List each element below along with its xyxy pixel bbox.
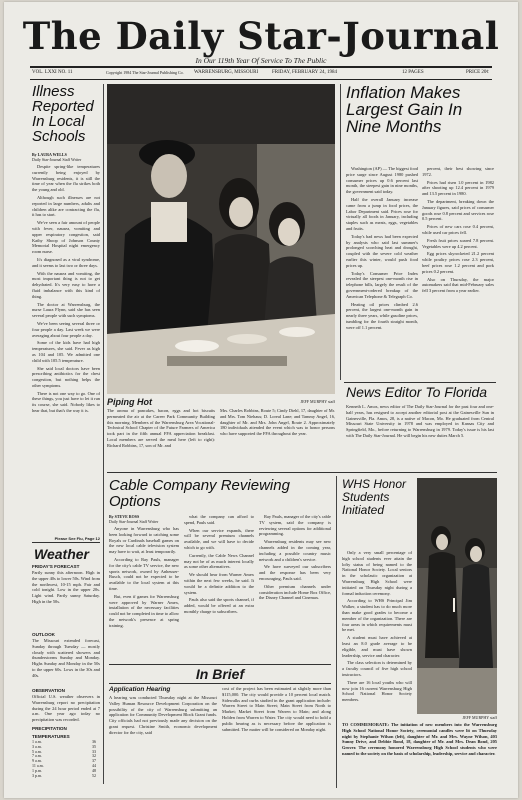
cable-paragraph: When our service expands, there will be several premium channels available, and we will have to decide which to go with. (184, 527, 254, 550)
cable-col-3 (259, 514, 331, 658)
photo-illustration (107, 84, 335, 394)
masthead-title: The Daily Star-Journal (22, 14, 500, 58)
temp-time: 11 a.m. (32, 762, 44, 768)
cable-paragraph: We should hear from Warner Amex within the next few weeks, he said. It would be a definite addition to the system. (184, 572, 254, 595)
brief-rule (109, 683, 331, 684)
whs-paragraph: According to WHS Principal Jim Walker, a student has to do much more than make good grades to become a member of the organization. There are four areas in which requirements must be met. (342, 598, 412, 633)
cable-paragraph: what the company can afford to spend, Pauls said. (184, 514, 254, 525)
temp-value: 48 (92, 767, 96, 773)
inflation-paragraph: Today's Consumer Price Index revealed the steepest one-month rise in telephone bills, largely the result of the government-ordered breakup of the American Telephone & Telegraph Co. (346, 270, 418, 299)
cable-paragraph: According to Ray Pauls, manager for the city's cable TV service, the new sports network, owned by Anheuser-Busch, could not be expected to be available to the local system at this time. (109, 556, 179, 591)
whs-body (342, 550, 412, 710)
cable-paragraph: But, even if games for Warrensburg were approved by Warner Amex, installation of the necessary facilities could not be completed in time to allow the network's presence at spring training. (109, 593, 179, 628)
forecast-text: Partly sunny this afternoon. High in the upper 40s to lower 50s. Wind from the northwest, 10-15 mph. Fair and cold tonight. Low in the upper 20s. Light wind. Partly sunny Saturday. High in the 50s. (32, 570, 100, 604)
section-rule (107, 472, 497, 473)
illness-paragraph: The doctor at Warrensburg, the nurse Laura Flynn, said she has seen several people with such symptoms. (32, 301, 100, 319)
brief-item-left: A hearing was conducted Thursday night at the Missouri Valley Human Resource Development Corporation on the possibility of the city of Warrensburg submitting an application for Community Development Block Grant funds. City officials had not previously made any decision on the grant request. Christine Smith, economic development director for the city, said (109, 695, 217, 735)
whs-paragraph: Only a very small percentage of high school students ever attain the lofty status of being named to the National Honor Society. Local seniors in the scholastic organization at Warrensburg High School were initiated on Thursday night during a formal induction ceremony. (342, 550, 412, 596)
brief-item-right: cost of the project has been estimated at slightly more than $115,000. The city would provide a 10 percent local match. Sidewalks and curbs studied in the grant application include: Warren Street to Main Street; Main Street from North to Market; Market Street from Warren to Main; and along Holden from Warren to Water. The city would need to hold a public hearing as is necessary before the application is submitted. The matter will be considered on Monday night. (222, 686, 331, 732)
observation-heading: OBSERVATION (32, 688, 65, 693)
inflation-headline: Inflation Makes Largest Gain In Nine Months (346, 83, 463, 136)
page-count: 12 PAGES (402, 70, 424, 75)
inflation-paragraph: Washington (AP) — The biggest food price surge since August 1980 pushed consumer prices up 0.6 percent last month, the steepest gain in nine months, the government said today. (346, 166, 418, 195)
temp-time: 1 p.m. (32, 767, 43, 773)
cable-paragraph: Anyone in Warrensburg who has been looking forward to catching some Royals or Cardinals baseball games on the new local cable television system may have to wait, at least temporarily. (109, 526, 179, 555)
copyright-line: Copyright 1984 The Star-Journal Publishing Co. (106, 70, 184, 75)
illness-paragraph: We've seen a fair amount of people with fever, nausea, vomiting and upper respiratory congestion, said Kathy Shoop of Johnson County Memorial Hospital night emergency room nurse. (32, 220, 100, 255)
cable-paragraph: Currently, the Cable News Channel may not be of as much interest locally as some other alternatives. (184, 552, 254, 570)
dateline-date: FRIDAY, FEBRUARY 24, 1984 (272, 70, 337, 75)
illness-paragraph: We've been seeing several three or four people a day. Last week we were averaging about four people a day. (32, 320, 100, 338)
column-divider (103, 84, 104, 784)
illness-paragraph: She said local doctors have been prescribing antibiotics for the chest congestion, but nothing helps the other symptoms. (32, 365, 100, 388)
editor-body: Kenneth L. Amos, news editor of The Daily Star-Journal for the past four and one-half years, has resigned to accept another editorial post at the Gainesville Sun in Gainesville, Fla. Amos, 28, is a native of Macon, Mo. He graduated from Central Missouri State University in 1978 and was employed in Kansas City and Springfield, Mo., before returning to Warrensburg in 1979. Today's issue is his last with The Daily Star-Journal. He will begin his new duties March 5. (346, 404, 494, 438)
temp-value: 33 (92, 748, 96, 754)
temp-value: 35 (92, 743, 96, 749)
inflation-paragraph: Prices of new cars rose 0.4 percent, while used car prices fell. (422, 224, 494, 235)
inflation-paragraph: The department, breaking down the January figures, said prices of consumer goods rose 0.8 percent and services rose 0.5 percent. (422, 198, 494, 222)
cable-headline: Cable Company Reviewing Options (109, 477, 290, 510)
piping-photo-credit: JEFF MURPHY staff (300, 399, 335, 404)
illness-continued: Please See Flu, Page 12 (54, 536, 100, 541)
dateline-city: WARRENSBURG, MISSOURI (194, 70, 259, 75)
temp-time: 1 a.m. (32, 739, 42, 744)
editor-rule (344, 382, 496, 383)
brief-rule (109, 664, 331, 665)
illness-body (32, 164, 100, 534)
piping-caption-left: The aroma of pancakes, bacon, eggs and hot biscuits permeated the air at the Career Park Community Building this morning. Members of the Warrensburg Area Vocational-Technical School Chapter of the Future Farmers of America took part in the fifth annual FFA appreciation breakfast. Local members are served the meal here (left to right): Richard Robbins, 17, son of Mr. and (107, 408, 215, 448)
weather-rule (32, 542, 100, 543)
observation-text: Official U.S. weather observers in Warrensburg report no precipitation during the 24 hour period ended at 7 a.m. One year ago today no precipitation was recorded. (32, 694, 100, 723)
outlook-text: The Missouri extended forecast, Sunday through Tuesday — mostly cloudy with scattered showers and thunderstorms Sunday and Monday. Highs Sunday and Monday in the 50s to the upper 60s. Lows in the 30s and 40s. (32, 638, 100, 678)
temp-value: 32 (92, 753, 96, 759)
ffa-breakfast-photo (107, 84, 335, 394)
in-brief-title: In Brief (195, 666, 245, 682)
price: PRICE 20¢ (466, 70, 489, 75)
temp-time: 3 p.m. (32, 772, 43, 778)
weather-title: Weather (34, 546, 89, 562)
whs-paragraph: A student must have achieved at least an 8.0 grade average to be eligible, and must have shown leadership, service and character. (342, 635, 412, 658)
illness-paragraph: With the nausea and vomiting, the most important thing is not to get dehydrated. It's very easy to have a fluid imbalance with this kind of thing. (32, 270, 100, 299)
cable-paragraph: Ray Pauls, manager of the city's cable TV system, said the company is reviewing several options for additional programming. (259, 514, 331, 537)
masthead-motto: In Our 119th Year Of Service To The Public (195, 56, 327, 65)
temp-value: 36 (92, 739, 96, 744)
outlook-heading: OUTLOOK (32, 632, 55, 637)
inflation-paragraph: Prices had risen 1.0 percent in 1982 after shooting up 12.4 percent in 1979 and 13.5 percent in 1980. (422, 179, 494, 197)
precipitation-heading: PRECIPITATION (32, 726, 67, 731)
whs-paragraph: There are 16 local youths who will now join 16 current Warrensburg High School National Honor Society members. (342, 679, 412, 703)
whs-photo-credit: JEFF MURPHY staff (462, 715, 497, 720)
temp-value: 44 (92, 762, 96, 768)
piping-caption-right: Mrs. Charles Robbins, Route 5; Cindy Diehl, 17, daughter of Mr. and Mrs. Tom Niehaus; D. Loreal Lane; and Tammy Angel, 16, daughter of Mr. and Mrs. John Angel, Route 2. Approximately 180 individuals attended the event which was to honor persons who have supported the FFA throughout the year. (220, 408, 335, 437)
whs-headline: WHS Honor Students Initiated (342, 477, 407, 517)
temp-time: 7 a.m. (32, 753, 42, 759)
illness-paragraph: Despite spring-like temperatures currently being enjoyed by Warrensburg residents, it is still the time of year when the flu strikes both the young and old. (32, 164, 100, 193)
temp-time: 5 a.m. (32, 748, 42, 754)
forecast-heading: FRIDAY'S FORECAST (32, 564, 80, 569)
piping-hot-title: Piping Hot (107, 397, 152, 407)
temperatures-table (32, 740, 96, 778)
whs-photo-caption: TO COMMEMORATE: The initiation of new members into the Warrensburg High School National Honor Society, ceremonial candles were lit on Thursday night by Stephanie Wilson (left), daughter of Mr. and Mrs. Wayne Wilson, 403 Sunny Drive, and Debbie Bond, 18, daughter of Mr. and Mrs. Dean Bond, 205 Grover. The ceremony honored Warrensburg High School students who were named to the society on the basis of scholarship, leadership, service and character. (342, 722, 497, 756)
cable-byline: By STEVE ROSS (109, 514, 140, 519)
photo-illustration (417, 478, 497, 714)
temp-time: 3 a.m. (32, 743, 42, 749)
table-row (32, 774, 96, 779)
cable-paragraph: Pauls also said the sports channel, if added, would be offered at an extra monthly charge to subscribers. (184, 597, 254, 614)
inflation-paragraph: Egg prices skyrocketed 21.2 percent while poultry prices rose 2.3 percent, beef prices rose 1.2 percent and pork prices 0.2 percent. (422, 251, 494, 274)
temp-time: 9 a.m. (32, 758, 42, 764)
cable-paragraph: Other premium channels under consideration include Home Box Office, the Disney Channel and Cinemax. (259, 583, 331, 601)
column-divider (336, 476, 337, 788)
temp-value: 52 (92, 772, 96, 778)
inflation-paragraph: Also on Thursday, the major automakers said that mid-February sales fell 3 percent from a year earlier. (422, 276, 494, 294)
illness-byline: By LAURA WELLS (32, 152, 67, 157)
inflation-paragraph: Fresh fruit prices soared 7.8 percent. Vegetables were up 4.2 percent. (422, 237, 494, 249)
illness-paragraph: Although such illnesses are not reported in large numbers, adults and children alike are contracting the flu, it has to start. (32, 194, 100, 218)
illness-paragraph: There is not one way to go. One of these things, you just have to let it run its course, she said. Nobody likes to hear that, but that's the way it is. (32, 390, 100, 414)
volume-number: VOL. LXXI NO. 11 (32, 70, 73, 75)
inflation-paragraph: percent, their best showing since 1972. (422, 166, 494, 177)
newspaper-page (4, 2, 518, 798)
inflation-col-1 (346, 166, 418, 378)
editor-headline: News Editor To Florida (346, 384, 488, 400)
temp-value: 37 (92, 758, 96, 764)
illness-paragraph: It's diagnosed as a viral syndrome, and it seems to last two or three days. (32, 256, 100, 268)
cable-col-1 (109, 526, 179, 658)
cable-paragraph: We have surveyed our subscribers and the response has been very encouraging, Pauls said. (259, 564, 331, 581)
inflation-col-2 (422, 166, 494, 378)
inflation-paragraph: Today's bad news had been expected by analysts who said last summer's prolonged scorching heat and drought, coupled with the severe cold weather earlier this winter, would push food prices up. (346, 233, 418, 268)
honor-society-photo (417, 478, 497, 714)
whs-paragraph: The class selection is determined by a faculty council of five high school instructors. (342, 660, 412, 677)
illness-headline: Illness Reported In Local Schools (32, 83, 94, 145)
application-hearing-heading: Application Hearing (109, 686, 171, 693)
temperatures-heading: TEMPERATURES (32, 734, 70, 739)
illness-byline-role: Daily Star-Journal Staff Writer (32, 157, 82, 162)
inflation-paragraph: Half the overall January increase came from a jump in food prices, the Labor Department said. Prices rose for virtually all foods in January, including staples such as meats, eggs, vegetables and fruits. (346, 196, 418, 231)
inflation-paragraph: Heating oil prices climbed 2.6 percent, the largest one-month gain in nearly three years, while gasoline prices, tumbling for the fourth straight month, were off 1.1 percent. (346, 301, 418, 330)
column-divider (340, 84, 341, 380)
cable-col-2 (184, 514, 254, 658)
cable-byline-role: Daily Star-Journal Staff Writer (109, 519, 159, 524)
illness-paragraph: Some of the kids have had high temperatures, she said. Fever as high as 104 and 105. We admitted one child with 105.5 temperature. (32, 340, 100, 363)
cable-paragraph: Warrensburg residents may see new channels added in the coming year, including a possible country music network and a children's service. (259, 539, 331, 562)
masthead-rule-bottom (30, 79, 492, 80)
